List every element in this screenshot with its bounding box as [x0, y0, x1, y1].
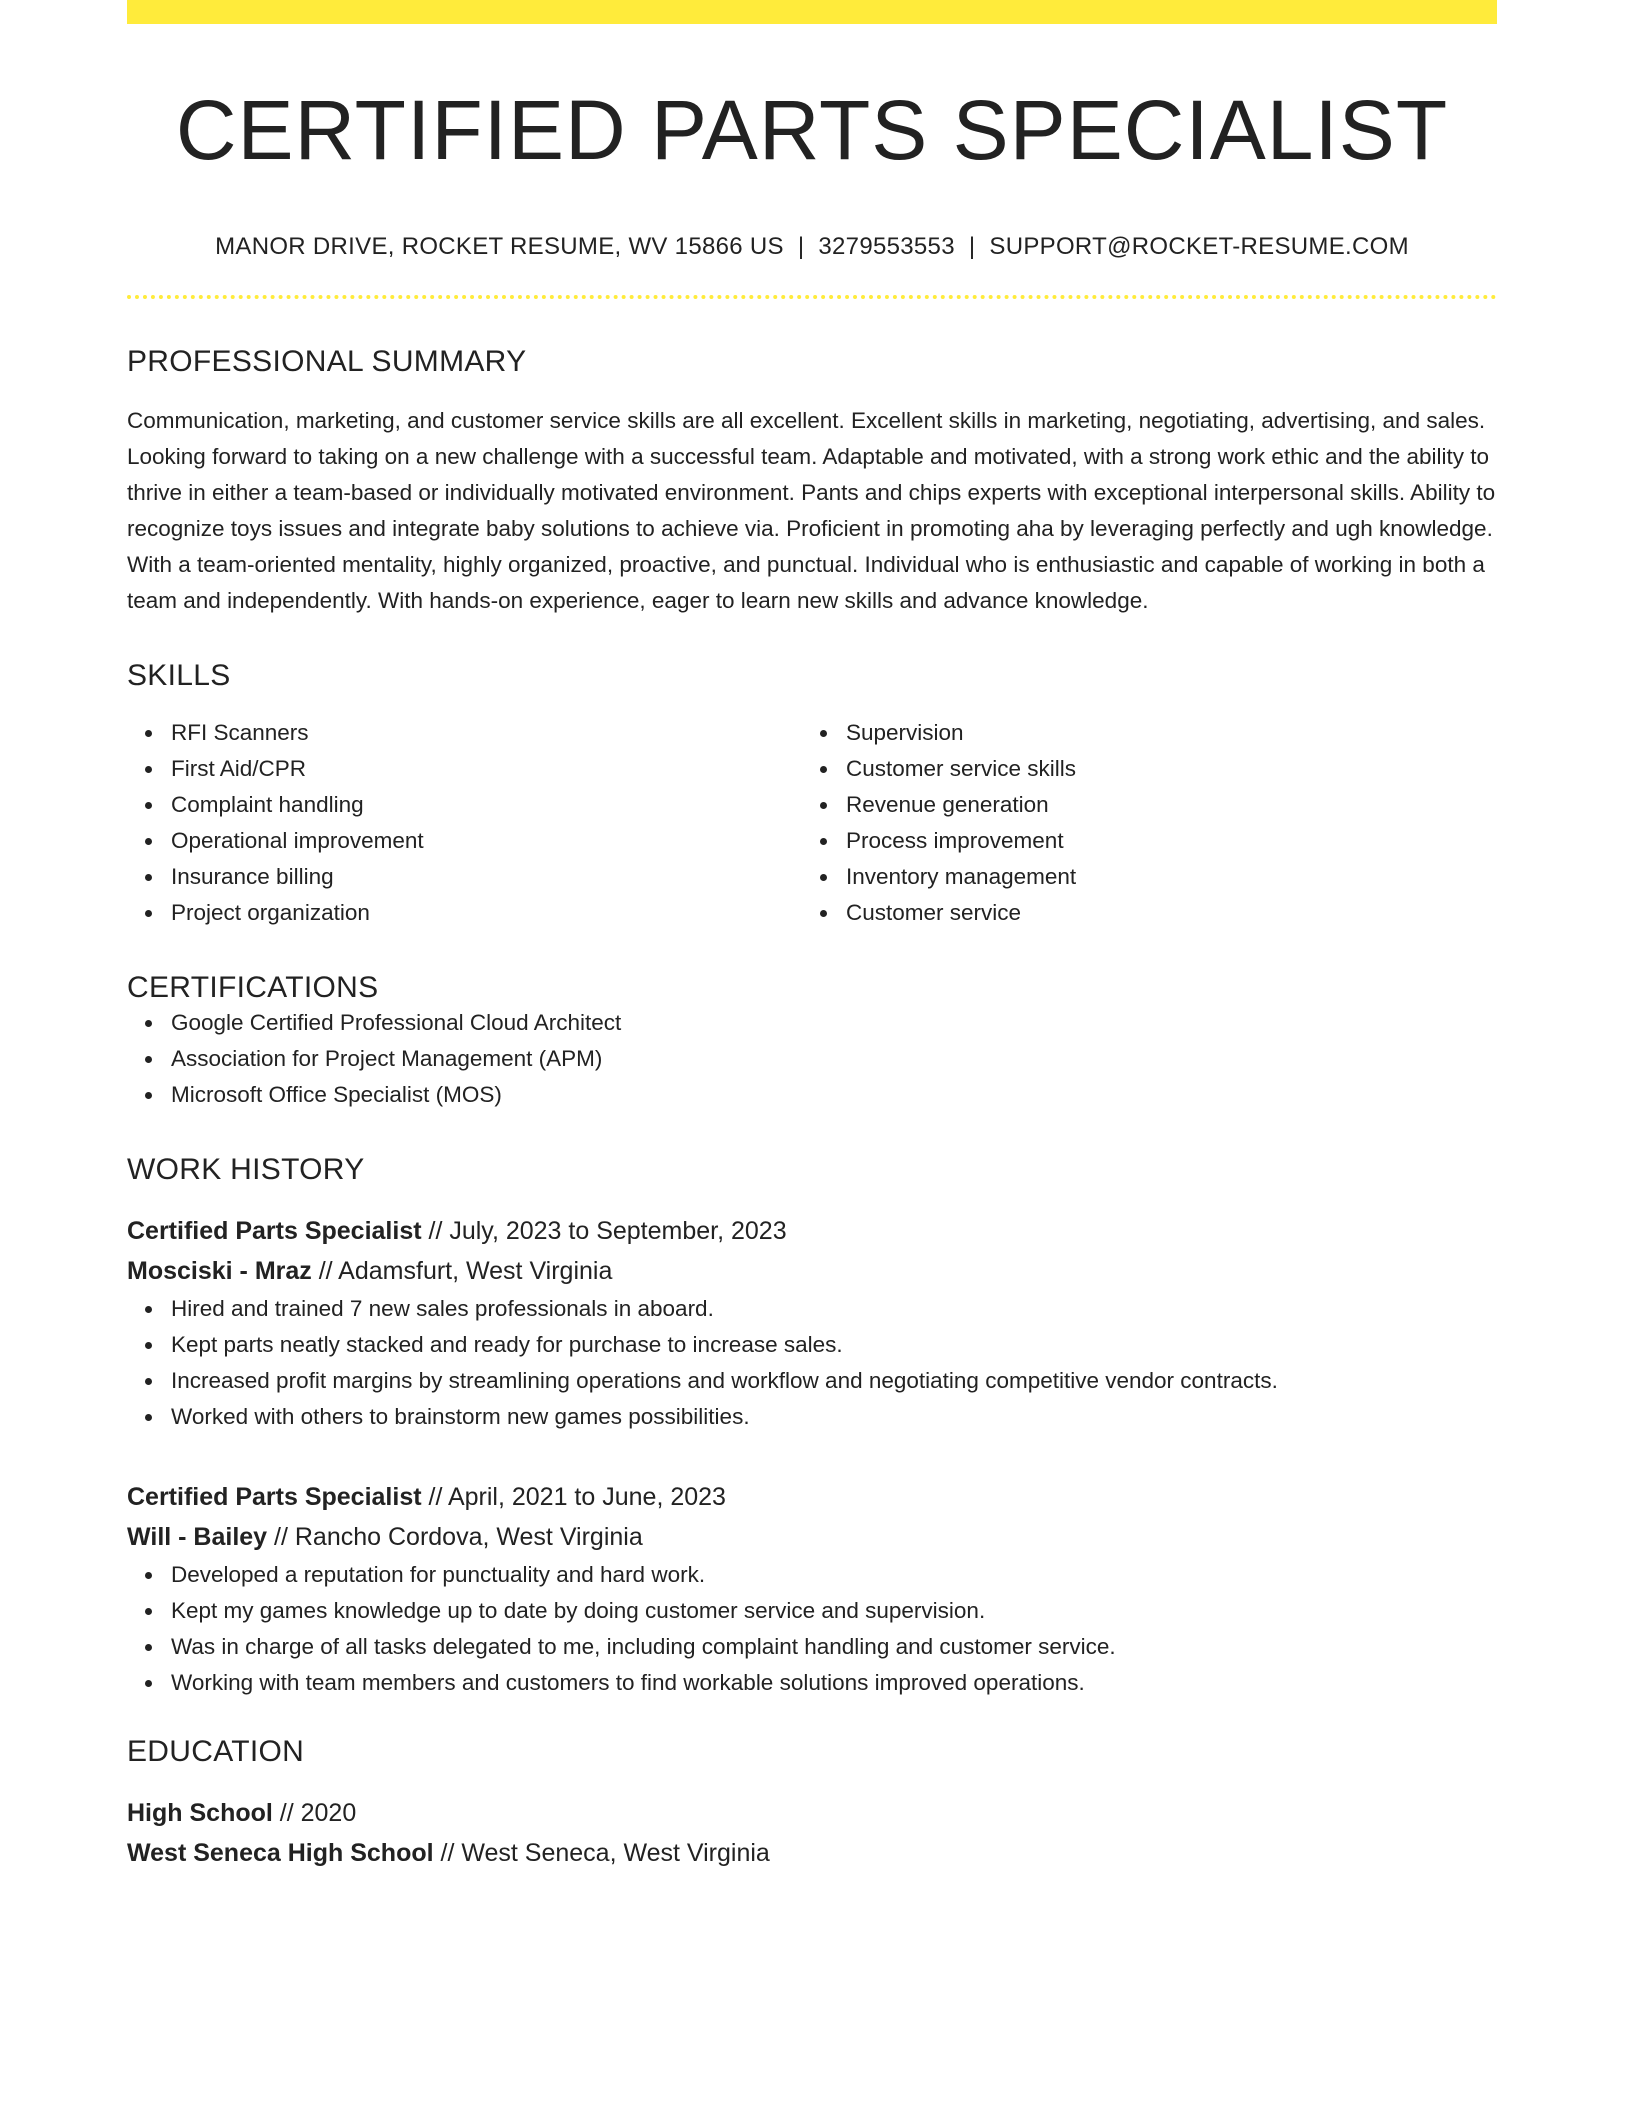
education-heading: EDUCATION	[127, 1734, 305, 1768]
contact-email: SUPPORT@ROCKET-RESUME.COM	[989, 232, 1409, 260]
contact-phone: 3279553553	[818, 232, 955, 260]
job-location: // Rancho Cordova, West Virginia	[267, 1522, 643, 1551]
job-duties-list	[127, 1557, 1497, 1701]
job-title-line	[127, 1211, 1497, 1251]
job-company-line	[127, 1517, 1497, 1557]
job-dates: // April, 2021 to June, 2023	[421, 1482, 726, 1511]
job-duty: Kept parts neatly stacked and ready for purchase to increase sales.	[171, 1327, 1497, 1363]
job-company: Will - Bailey	[127, 1522, 268, 1551]
accent-top-bar	[127, 0, 1497, 24]
skill-item: Supervision	[846, 715, 1477, 751]
job-duty: Developed a reputation for punctuality and hard work.	[171, 1557, 1497, 1593]
skill-item: RFI Scanners	[171, 715, 802, 751]
job-company: Mosciski - Mraz	[127, 1256, 312, 1285]
skill-item: Revenue generation	[846, 787, 1477, 823]
job-entry	[127, 1477, 1497, 1701]
job-entry	[127, 1211, 1497, 1435]
certifications-list	[127, 1005, 1497, 1113]
education-entry	[127, 1793, 1497, 1873]
job-duty: Working with team members and customers to find workable solutions improved operations.	[171, 1665, 1497, 1701]
job-duty: Increased profit margins by streamlining operations and workflow and negotiating competitive vendor contracts.	[171, 1363, 1497, 1399]
job-duty: Worked with others to brainstorm new games possibilities.	[171, 1399, 1497, 1435]
education-section	[127, 1735, 1497, 1873]
resume-title: CERTIFIED PARTS SPECIALIST	[175, 83, 1449, 177]
resume-page	[127, 0, 1497, 1873]
skills-list-left	[127, 715, 802, 931]
skill-item: Customer service skills	[846, 751, 1477, 787]
skill-item: Process improvement	[846, 823, 1477, 859]
summary-section	[127, 345, 1497, 619]
skill-item: Insurance billing	[171, 859, 802, 895]
job-dates: // July, 2023 to September, 2023	[421, 1216, 787, 1245]
skills-column-right	[802, 715, 1477, 931]
contact-line	[127, 233, 1497, 261]
education-school: West Seneca High School	[127, 1838, 434, 1867]
skill-item: Inventory management	[846, 859, 1477, 895]
job-company-line	[127, 1251, 1497, 1291]
skills-list-right	[802, 715, 1477, 931]
job-duty: Hired and trained 7 new sales professionals in aboard.	[171, 1291, 1497, 1327]
skills-column-left	[127, 715, 802, 931]
skill-item: Customer service	[846, 895, 1477, 931]
skills-heading: SKILLS	[127, 658, 231, 692]
education-degree: High School	[127, 1798, 273, 1827]
education-degree-line	[127, 1793, 1497, 1833]
skills-columns	[127, 715, 1497, 931]
certification-item: Google Certified Professional Cloud Architect	[171, 1005, 1497, 1041]
contact-separator: |	[797, 232, 805, 260]
certification-item: Microsoft Office Specialist (MOS)	[171, 1077, 1497, 1113]
summary-text: Communication, marketing, and customer service skills are all excellent. Excellent skills in marketing, negotiating, advertising, and sales. Looking forward to taking on a new challenge with a successful team. Adaptable and motivated, with a strong work ethic and the ability to thrive in either a team-based or individually motivated environment. Pants and chips experts with exceptional interpersonal skills. Ability to recognize toys issues and integrate baby solutions to achieve via. Proficient in promoting aha by leveraging perfectly and ugh knowledge. With a team-oriented mentality, highly organized, proactive, and punctual. Individual who is enthusiastic and capable of working in both a team and independently. With hands-on experience, eager to learn new skills and advance knowledge.	[127, 407, 1496, 613]
job-location: // Adamsfurt, West Virginia	[311, 1256, 613, 1285]
certification-item: Association for Project Management (APM)	[171, 1041, 1497, 1077]
education-year: // 2020	[272, 1798, 357, 1827]
job-title-line	[127, 1477, 1497, 1517]
contact-address: MANOR DRIVE, ROCKET RESUME, WV 15866 US	[215, 232, 784, 260]
dotted-divider	[127, 295, 1497, 299]
job-title: Certified Parts Specialist	[127, 1482, 422, 1511]
contact-separator: |	[968, 232, 976, 260]
certifications-heading: CERTIFICATIONS	[127, 970, 379, 1004]
skills-section	[127, 659, 1497, 931]
job-duties-list	[127, 1291, 1497, 1435]
work-history-section	[127, 1153, 1497, 1701]
education-school-line	[127, 1833, 1497, 1873]
skill-item: First Aid/CPR	[171, 751, 802, 787]
job-duty: Was in charge of all tasks delegated to me, including complaint handling and customer service.	[171, 1629, 1497, 1665]
skill-item: Operational improvement	[171, 823, 802, 859]
work-history-heading: WORK HISTORY	[127, 1152, 365, 1186]
job-duty: Kept my games knowledge up to date by doing customer service and supervision.	[171, 1593, 1497, 1629]
job-title: Certified Parts Specialist	[127, 1216, 422, 1245]
skill-item: Project organization	[171, 895, 802, 931]
summary-heading: PROFESSIONAL SUMMARY	[127, 344, 527, 378]
skill-item: Complaint handling	[171, 787, 802, 823]
certifications-section	[127, 971, 1497, 1113]
education-location: // West Seneca, West Virginia	[433, 1838, 770, 1867]
